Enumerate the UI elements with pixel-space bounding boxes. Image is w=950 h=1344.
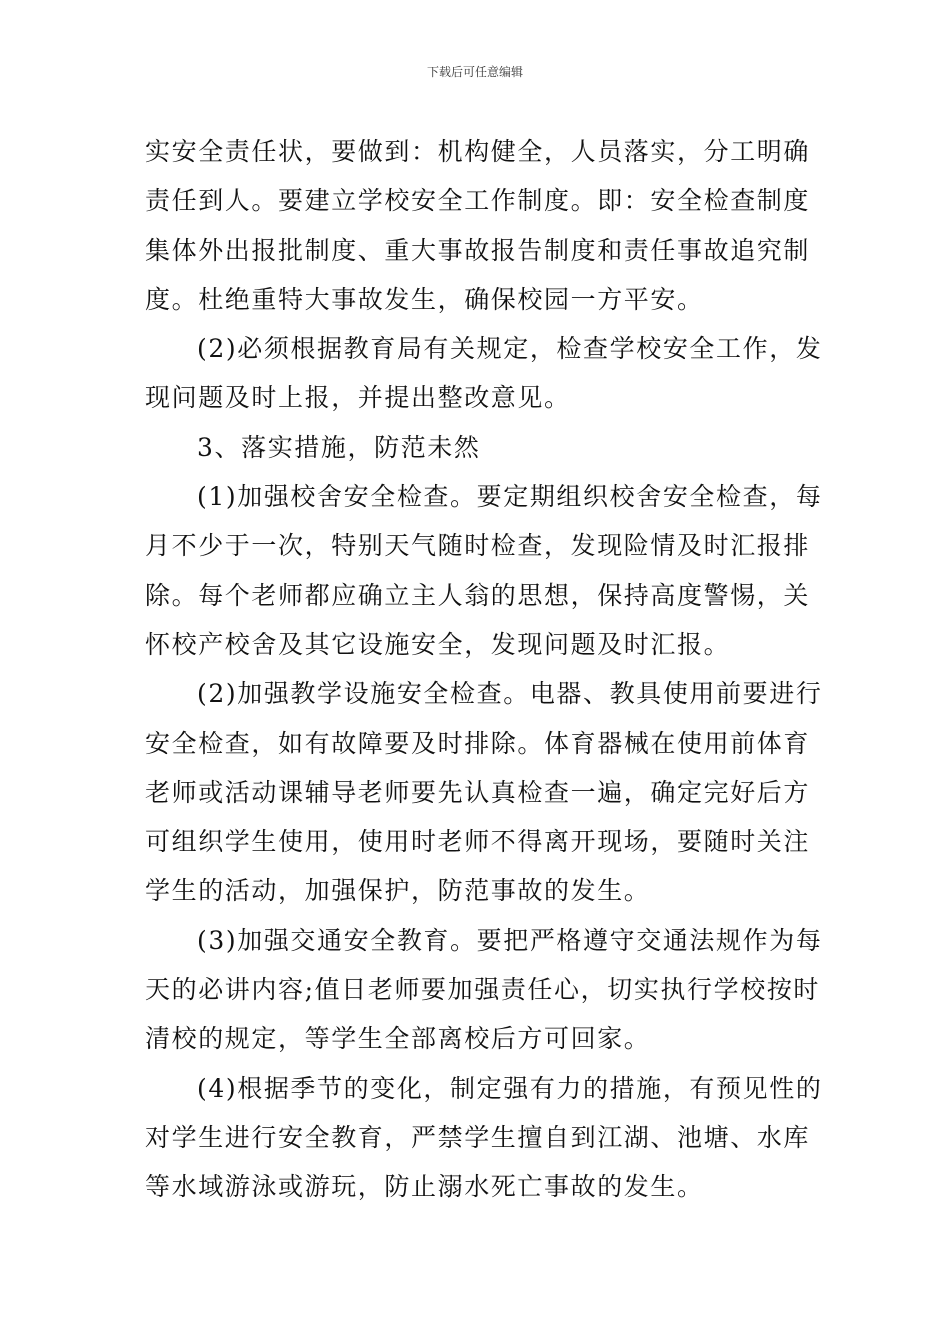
text-line: 集体外出报批制度、重大事故报告制度和责任事故追究制	[145, 235, 811, 265]
paragraph	[145, 1064, 823, 1212]
text-line: 可组织学生使用，使用时老师不得离开现场，要随时关注	[145, 827, 811, 857]
paragraph	[145, 127, 810, 324]
section-heading	[145, 423, 810, 472]
text-line: 等水域游泳或游玩，防止溺水死亡事故的发生。	[145, 1172, 704, 1202]
text-line: 安全检查，如有故障要及时排除。体育器械在使用前体育	[145, 728, 811, 758]
paragraph	[145, 472, 823, 669]
text-line: 对学生进行安全教育，严禁学生擅自到江湖、池塘、水库	[145, 1122, 811, 1152]
text-line: 度。杜绝重特大事故发生，确保校园一方平安。	[145, 284, 704, 314]
text-line: 责任到人。要建立学校安全工作制度。即：安全检查制度	[145, 186, 811, 216]
text-line: 老师或活动课辅导老师要先认真检查一遍，确定完好后方	[145, 777, 811, 807]
text-line: 学生的活动，加强保护，防范事故的发生。	[145, 876, 651, 906]
page-header: 下载后可任意编辑	[426, 65, 523, 79]
text-line: 现问题及时上报，并提出整改意见。	[145, 383, 571, 413]
paragraph	[145, 916, 823, 1064]
text-line: 3、落实措施，防范未然	[197, 432, 481, 462]
text-line: 清校的规定，等学生全部离校后方可回家。	[145, 1024, 651, 1054]
paragraph	[145, 669, 823, 915]
text-line: 天的必讲内容;值日老师要加强责任心，切实执行学校按时	[145, 975, 821, 1005]
text-line: (1)加强校舍安全检查。要定期组织校舍安全检查，每	[197, 482, 823, 512]
paragraph	[145, 324, 823, 423]
text-line: 除。每个老师都应确立主人翁的思想，保持高度警惕，关	[145, 580, 811, 610]
text-line: (2)必须根据教育局有关规定，检查学校安全工作，发	[197, 334, 823, 364]
text-line: (4)根据季节的变化，制定强有力的措施，有预见性的	[197, 1073, 823, 1103]
document-body	[145, 127, 823, 1212]
text-line: 实安全责任状，要做到：机构健全，人员落实，分工明确	[145, 137, 811, 166]
text-line: (3)加强交通安全教育。要把严格遵守交通法规作为每	[197, 925, 823, 955]
text-line: (2)加强教学设施安全检查。电器、教具使用前要进行	[197, 679, 823, 709]
text-line: 怀校产校舍及其它设施安全，发现问题及时汇报。	[145, 629, 731, 659]
text-line: 月不少于一次，特别天气随时检查，发现险情及时汇报排	[145, 531, 811, 561]
